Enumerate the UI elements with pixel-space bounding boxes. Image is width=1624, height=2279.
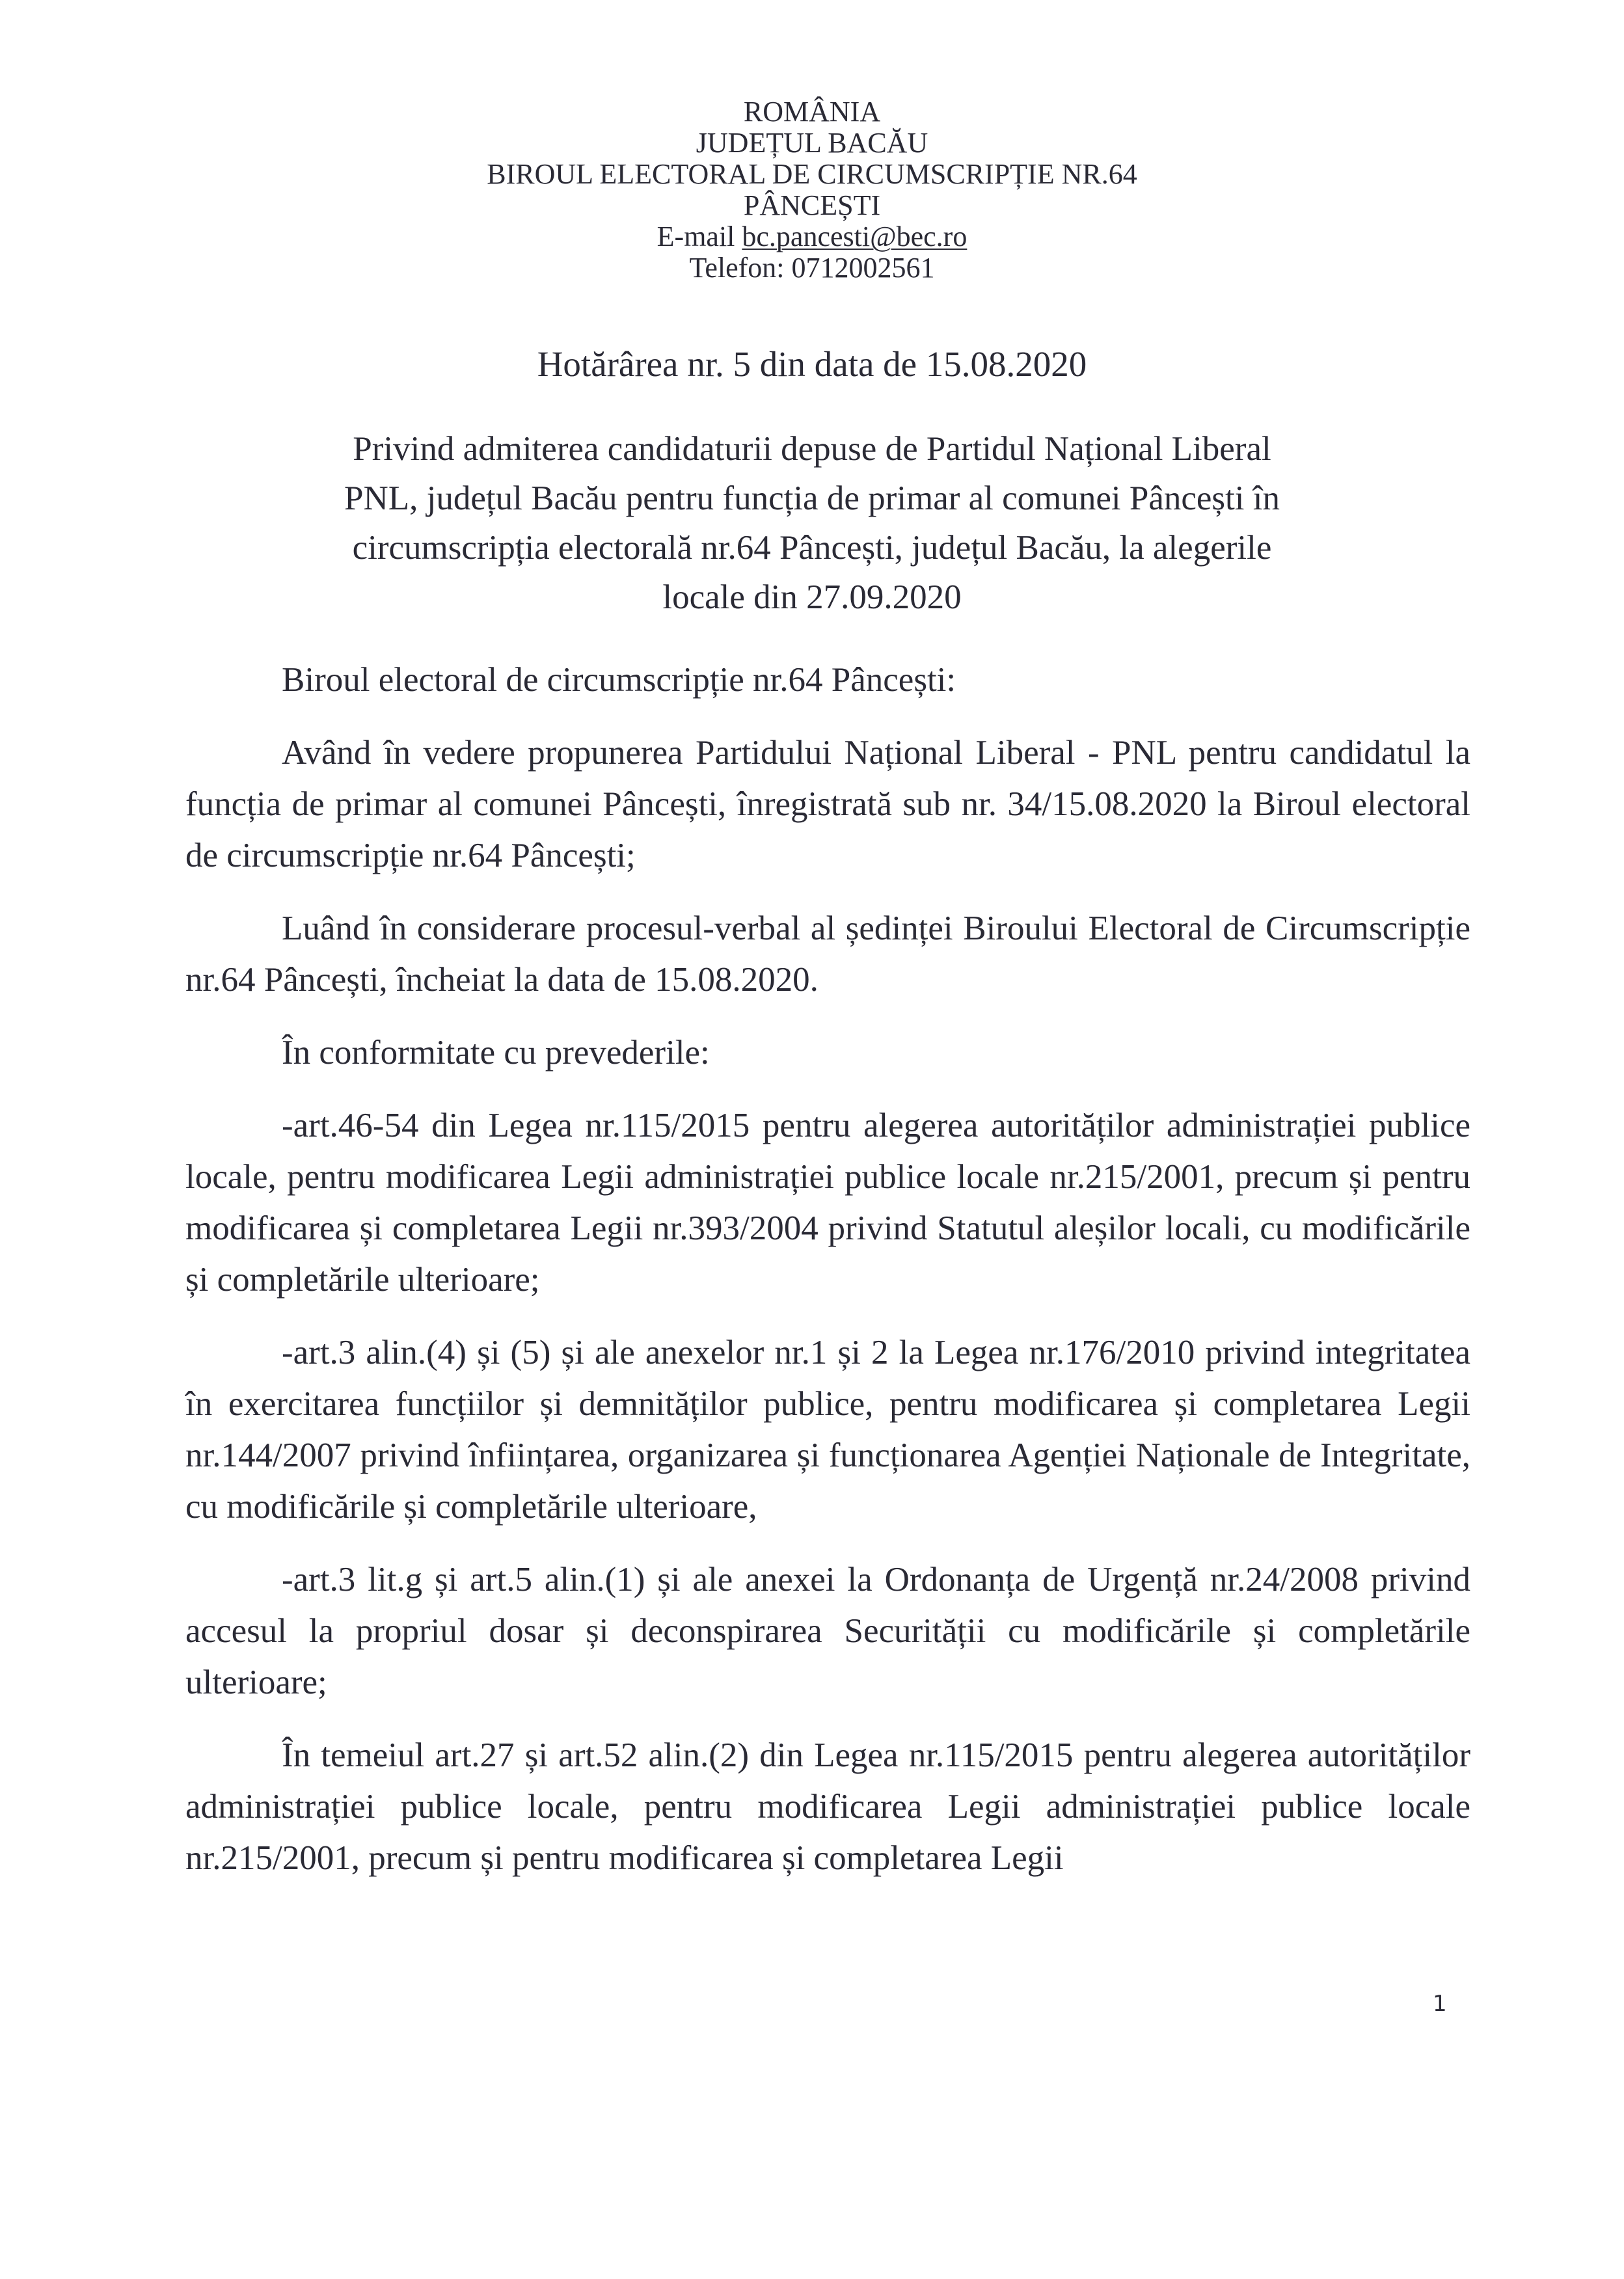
subject-line: Privind admiterea candidaturii depuse de Partidul Național Liberal [353, 430, 1271, 468]
header-county: JUDEȚUL BACĂU [696, 127, 928, 159]
email-link[interactable]: bc.pancesti@bec.ro [742, 221, 968, 252]
header-country: ROMÂNIA [743, 96, 881, 128]
document-body [185, 654, 1470, 1906]
document-header [0, 96, 1624, 284]
page-number: 1 [1433, 1991, 1447, 2017]
paragraph-issuer: Biroul electoral de circumscripție nr.64 Pâncești: [282, 661, 956, 699]
header-phone: Telefon: 0712002561 [689, 252, 935, 284]
header-email-line [0, 221, 1624, 252]
decision-subject [0, 424, 1624, 622]
subject-line: PNL, județul Bacău pentru funcția de primar al comunei Pâncești în [344, 479, 1280, 517]
paragraph-oug-24-2008: -art.3 lit.g și art.5 alin.(1) și ale anexei la Ordonanța de Urgență nr.24/2008 privind accesul la propriul dosar și deconspirarea Securității cu modificările și completările ulterioare; [185, 1561, 1470, 1701]
paragraph-law-115-2015: -art.46-54 din Legea nr.115/2015 pentru alegerea autorităților administrației publice locale, pentru modificarea Legii administrației publice locale nr.215/2001, precum și pentru modificarea și completarea Legii nr.393/2004 privind Statutul aleșilor locali, cu modificările și completările ulterioare; [185, 1107, 1470, 1299]
email-label: E-mail [656, 221, 742, 252]
subject-line: circumscripția electorală nr.64 Pâncești, județul Bacău, la alegerile [352, 529, 1272, 567]
header-locality: PÂNCEȘTI [743, 189, 881, 221]
paragraph-legal-grounds: În temeiul art.27 și art.52 alin.(2) din Legea nr.115/2015 pentru alegerea autorităților administrației publice locale, pentru modificarea Legii administrației publice locale nr.215/2001, precum și pentru modificarea și completarea Legii [185, 1736, 1470, 1877]
paragraph-law-176-2010: -art.3 alin.(4) și (5) și ale anexelor nr.1 și 2 la Legea nr.176/2010 privind integritatea în exercitarea funcțiilor și demnităților publice, pentru modificarea și completarea Legii nr.144/2007 privind înființarea, organizarea și funcționarea Agenției Naționale de Integritate, cu modificările și completările ulterioare, [185, 1334, 1470, 1526]
paragraph-legal-basis-intro: În conformitate cu prevederile: [282, 1034, 710, 1072]
subject-line: locale din 27.09.2020 [662, 578, 962, 616]
decision-title: Hotărârea nr. 5 din data de 15.08.2020 [537, 344, 1087, 384]
paragraph-minutes: Luând în considerare procesul-verbal al ședinței Biroului Electoral de Circumscripție nr.64 Pâncești, încheiat la data de 15.08.2020. [185, 910, 1470, 999]
header-office: BIROUL ELECTORAL DE CIRCUMSCRIPȚIE NR.64 [487, 158, 1137, 190]
paragraph-proposal: Având în vedere propunerea Partidului Național Liberal - PNL pentru candidatul la funcția de primar al comunei Pâncești, înregistrată sub nr. 34/15.08.2020 la Biroul electoral de circumscripție nr.64 Pâncești; [185, 734, 1470, 874]
